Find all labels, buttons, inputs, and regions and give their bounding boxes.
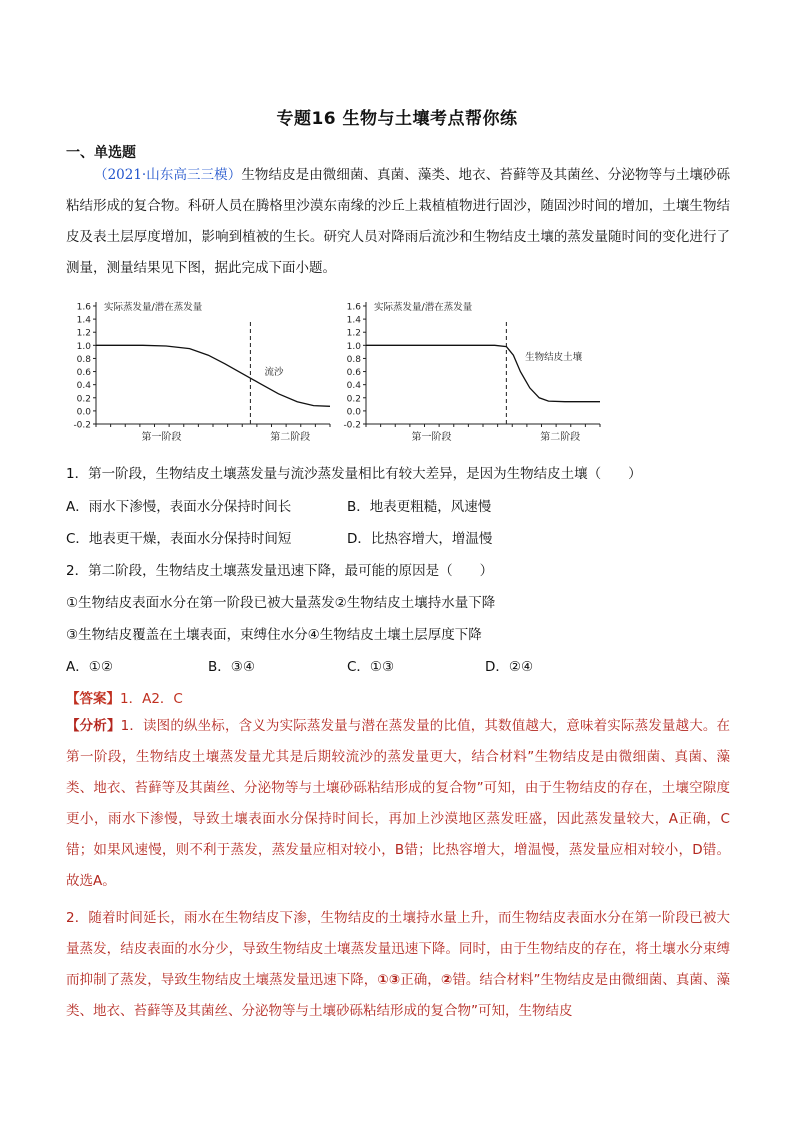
series-label: 生物结皮土壤 [525, 351, 583, 363]
q1-option-d[interactable]: D．比热容增大，增温慢 [347, 531, 493, 547]
y-tick-label: 0.2 [346, 394, 361, 405]
y-tick-label: 1.6 [346, 302, 361, 313]
stage-label: 第二阶段 [540, 432, 581, 443]
intro-text: 生物结皮是由微细菌、真菌、藻类、地衣、苔藓等及其菌丝、分泌物等与土壤砂砾粘结形成的复合物。科研人员在腾格里沙漠东南缘的沙丘上栽植植物进行固沙，随固沙时间的增加，土壤生物结皮及表土层厚度增加，影响到植被的生长。研究人员对降雨后流沙和生物结皮土壤的蒸发量随时间的变化进行了测量，测量结果见下图，据此完成下面小题。 [66, 167, 731, 276]
y-tick-label: 0.0 [76, 407, 91, 418]
analysis-text-2b: ①③ [377, 972, 401, 988]
answer-line [66, 687, 183, 707]
analysis-text-2a: 2．随着时间延长，雨水在生物结皮下渗，生物结皮的土壤持水量上升，而生物结皮表面水分在第一阶段已被大量蒸发，结皮表面的水分少，导致生物结皮土壤蒸发量迅速下降。同时，由于生物结皮的存在，将土壤水分束缚而抑制了蒸发，导致生物结皮土壤蒸发量迅速下降， [66, 910, 730, 988]
q2-option-b[interactable]: B．③④ [208, 659, 255, 675]
y-tick-label: 1.2 [346, 328, 361, 339]
analysis-text-2c: 正确， [400, 972, 441, 988]
answer-tag: 【答案】 [66, 691, 120, 707]
y-tick-label: 0.8 [346, 354, 361, 365]
y-tick-label: -0.2 [73, 420, 91, 431]
q2-option-c[interactable]: C．①③ [347, 659, 395, 675]
analysis-text-1: 1．读图的纵坐标，含义为实际蒸发量与潜在蒸发量的比值，其数值越大，意味着实际蒸发量越大。在第一阶段，生物结皮土壤蒸发量尤其是后期较流沙的蒸发量更大，结合材料”生物结皮是由微细菌、真菌、藻类、地衣、苔藓等及其菌丝、分泌物等与土壤砂砾粘结形成的复合物”可知，由于生物结皮的存在，土壤空隙度更小，雨水下渗慢，导致土壤表面水分保持时间长，再加上沙漠地区蒸发旺盛，因此蒸发量较大，A正确，C错；如果风速慢，则不利于蒸发，蒸发量应相对较小，B错；比热容增大，增温慢，蒸发量应相对较小，D错。故选A。 [66, 718, 731, 889]
y-tick-label: 1.0 [76, 341, 91, 352]
stage-label: 第二阶段 [270, 432, 311, 443]
y-tick-label: 0.6 [346, 368, 361, 379]
question-source[interactable]: （2021·山东高三三模） [94, 167, 242, 183]
q2-statements-1: ①生物结皮表面水分在第一阶段已被大量蒸发②生物结皮土壤持水量下降 [66, 595, 496, 611]
question-intro [66, 160, 730, 284]
q2-option-a[interactable]: A．①② [66, 659, 113, 675]
analysis-text-2e: 错。结合材料”生物结皮是由微细菌、真菌、藻类、地衣、苔藓等及其菌丝、分泌物等与土壤砂砾粘结形成的复合物”可知，生物结皮 [66, 972, 730, 1019]
y-tick-label: 1.2 [76, 328, 91, 339]
y-tick-label: 0.0 [346, 407, 361, 418]
y-tick-label: 0.4 [76, 381, 91, 392]
q2-statements-2: ③生物结皮覆盖在土壤表面，束缚住水分④生物结皮土壤土层厚度下降 [66, 627, 482, 643]
chart-title: 实际蒸发量/潜在蒸发量 [374, 302, 473, 313]
analysis-tag: 【分析】 [66, 718, 121, 734]
q1-option-a[interactable]: A．雨水下渗慢，表面水分保持时间长 [66, 499, 292, 515]
chart-biocrust [332, 294, 607, 446]
y-tick-label: 1.6 [76, 302, 91, 313]
y-tick-label: -0.2 [343, 420, 361, 431]
answer-text: 1．A2．C [120, 691, 183, 707]
section-heading: 一、单选题 [66, 145, 136, 161]
chart-title: 实际蒸发量/潜在蒸发量 [104, 302, 203, 313]
analysis-text-2d: ② [440, 972, 453, 988]
q1-option-b[interactable]: B．地表更粗糙，风速慢 [347, 499, 492, 515]
analysis-paragraph-1 [66, 711, 730, 897]
analysis-paragraph-2 [66, 903, 730, 1027]
y-tick-label: 1.0 [346, 341, 361, 352]
series-line [96, 345, 330, 406]
y-tick-label: 1.4 [76, 315, 91, 326]
y-tick-label: 0.2 [76, 394, 91, 405]
figure-area [62, 294, 732, 446]
q2-option-d[interactable]: D．②④ [485, 659, 534, 675]
y-tick-label: 0.8 [76, 354, 91, 365]
chart-sand [62, 294, 337, 446]
page-title: 专题16 生物与土壤考点帮你练 [276, 109, 518, 129]
q2-stem: 2．第二阶段，生物结皮土壤蒸发量迅速下降，最可能的原因是（ ） [66, 563, 494, 579]
stage-label: 第一阶段 [411, 432, 452, 443]
series-label: 流沙 [264, 366, 284, 378]
stage-label: 第一阶段 [141, 432, 182, 443]
q1-stem: 1．第一阶段，生物结皮土壤蒸发量与流沙蒸发量相比有较大差异，是因为生物结皮土壤（ ） [66, 466, 642, 482]
y-tick-label: 0.6 [76, 368, 91, 379]
y-tick-label: 0.4 [346, 381, 361, 392]
y-tick-label: 1.4 [346, 315, 361, 326]
q1-option-c[interactable]: C．地表更干燥，表面水分保持时间短 [66, 531, 292, 547]
